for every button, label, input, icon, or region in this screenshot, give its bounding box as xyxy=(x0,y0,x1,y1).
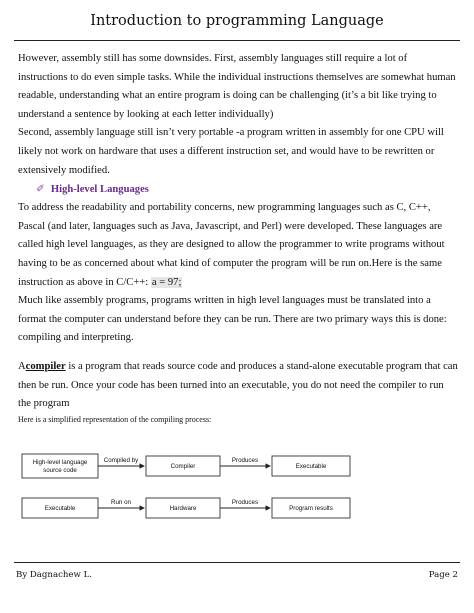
box-executable-2-label: Executable xyxy=(44,505,76,512)
box-source-code-line2: source code xyxy=(43,467,77,474)
page-title: Introduction to programming Language xyxy=(90,13,384,29)
paragraph-high-level-text: To address the readability and portability concerns, new programming languages such as C, C++, Pascal (and later, languages such as Java, Javascript, and Perl) were developed. These languages are called high level languages, as they are designed to allow the programmer to write programs without having to be as concerned about what kind of computer the program will be run on.Here is the same instruction as above in C/C++: xyxy=(18,202,445,288)
compiler-prefix: A xyxy=(18,360,26,372)
arrow-run-on-label: Run on xyxy=(111,499,131,506)
page-footer xyxy=(14,562,460,591)
arrow-produces-2-label: Produces xyxy=(231,499,259,506)
box-hardware-label: Hardware xyxy=(169,505,197,512)
section-heading xyxy=(18,180,458,199)
compiler-definition: is a program that reads source code and produces a stand-alone executable program that can then be run. Once your code has been turned into an executable, you do not need the compiler to run the program xyxy=(18,360,458,410)
code-snippet: a = 97; xyxy=(151,276,182,288)
document-body xyxy=(18,50,458,426)
page-header xyxy=(14,6,460,41)
box-source-code-line1: High-level language xyxy=(32,459,88,466)
section-heading-text: High-level Languages xyxy=(50,184,149,196)
page-number: Page 2 xyxy=(428,570,458,580)
box-compiler-label: Compiler xyxy=(170,463,196,470)
compiling-process-diagram xyxy=(18,452,378,532)
paragraph-assembly-downsides: However, assembly still has some downsides. First, assembly languages still require a lot of instructions to do even simple tasks. While the individual instructions themselves are somewhat human readable, understanding what an entire program is doing can be challenging (it’s a bit like trying to understand a sentence by looking at each letter individually) xyxy=(18,53,456,120)
paragraph-portability: Second, assembly language still isn’t very portable -a program written in assembly for one CPU will likely not work on hardware that uses a different instruction set, and would have to be rewritten or extensively modified. xyxy=(18,127,444,176)
paragraph-high-level xyxy=(18,199,458,292)
spacer xyxy=(18,348,458,358)
diagram-caption: Here is a simplified representation of the compiling process: xyxy=(18,414,212,424)
footer-author: By Dagnachew L. xyxy=(16,570,93,580)
compiler-term: compiler xyxy=(25,360,66,372)
box-executable-1-label: Executable xyxy=(295,463,327,470)
arrow-produces-1-label: Produces xyxy=(231,457,259,464)
pencil-icon: ✐ xyxy=(36,184,45,196)
arrow-compiled-by-label: Compiled by xyxy=(103,457,139,464)
paragraph-compiler xyxy=(18,358,458,414)
box-source-code xyxy=(22,454,98,478)
paragraph-translation: Much like assembly programs, programs written in high level languages must be translated into a format the computer can understand before they can be run. There are two primary ways this is done: compiling and interpreting. xyxy=(18,295,447,344)
box-program-results-label: Program results xyxy=(289,505,333,512)
